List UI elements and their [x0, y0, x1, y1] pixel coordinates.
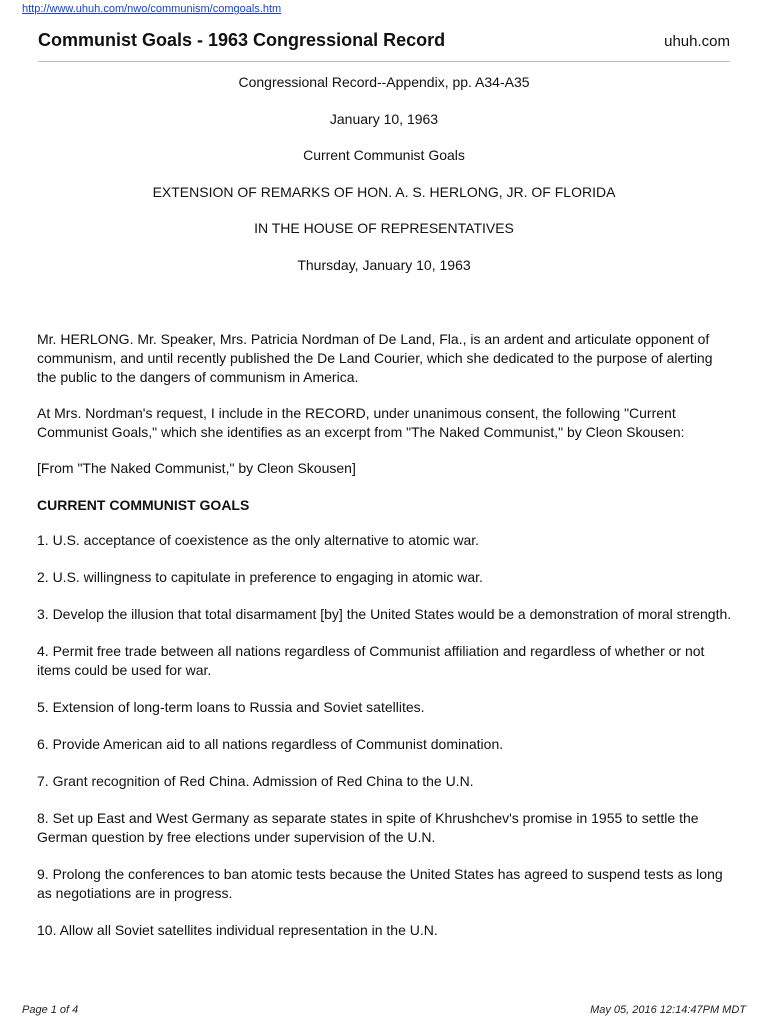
goal-item: 3. Develop the illusion that total disarmament [by] the United States would be a demonstration of moral strength. [37, 606, 732, 622]
record-extension-title: EXTENSION OF REMARKS OF HON. A. S. HERLONG, JR. OF FLORIDA [152, 183, 616, 200]
record-date: January 10, 1963 [329, 110, 439, 127]
record-day: Thursday, January 10, 1963 [297, 256, 471, 273]
record-header-block [38, 73, 730, 293]
goal-item: 7. Grant recognition of Red China. Admission of Red China to the U.N. [37, 773, 474, 789]
header-divider [38, 61, 730, 62]
page-number: Page 1 of 4 [22, 1004, 79, 1016]
goal-item: 6. Provide American aid to all nations regardless of Communist domination. [37, 736, 504, 752]
page-title: Communist Goals - 1963 Congressional Record [38, 30, 446, 50]
goal-item: 9. Prolong the conferences to ban atomic tests because the United States has agreed to suspend tests as long as negotiations are in progress. [37, 866, 723, 901]
record-citation: Congressional Record--Appendix, pp. A34-A35 [238, 74, 530, 90]
goal-item: 4. Permit free trade between all nations regardless of Communist affiliation and regardless of whether or not items could be used for war. [37, 643, 705, 678]
goal-item: 8. Set up East and West Germany as separate states in spite of Khrushchev's promise in 1955 to settle the German question by free elections under supervision of the U.N. [37, 810, 699, 845]
site-name: uhuh.com [664, 33, 730, 50]
goal-item: 10. Allow all Soviet satellites individual representation in the U.N. [37, 922, 438, 938]
page-header [38, 30, 730, 51]
page-footer [22, 1004, 746, 1016]
request-paragraph: At Mrs. Nordman's request, I include in the RECORD, under unanimous consent, the following "Current Communist Goals," which she identifies as an excerpt from "The Naked Communist," by Cleon Skousen: [37, 405, 685, 440]
print-timestamp: May 05, 2016 12:14:47PM MDT [590, 1004, 746, 1016]
source-paragraph: [From "The Naked Communist," by Cleon Skousen] [37, 460, 356, 476]
section-heading: CURRENT COMMUNIST GOALS [37, 497, 250, 513]
goal-item: 1. U.S. acceptance of coexistence as the only alternative to atomic war. [37, 532, 480, 548]
goal-item: 5. Extension of long-term loans to Russia and Soviet satellites. [37, 699, 425, 715]
document-body [37, 330, 732, 958]
record-subject: Current Communist Goals [303, 147, 465, 164]
record-chamber: IN THE HOUSE OF REPRESENTATIVES [254, 220, 514, 237]
source-url-link[interactable]: http://www.uhuh.com/nwo/communism/comgoals.htm [22, 3, 282, 15]
intro-paragraph: Mr. HERLONG. Mr. Speaker, Mrs. Patricia Nordman of De Land, Fla., is an ardent and articulate opponent of communism, and until recently published the De Land Courier, which she dedicated to the purpose of alerting the public to the dangers of communism in America. [37, 331, 713, 385]
goal-item: 2. U.S. willingness to capitulate in preference to engaging in atomic war. [37, 569, 483, 585]
